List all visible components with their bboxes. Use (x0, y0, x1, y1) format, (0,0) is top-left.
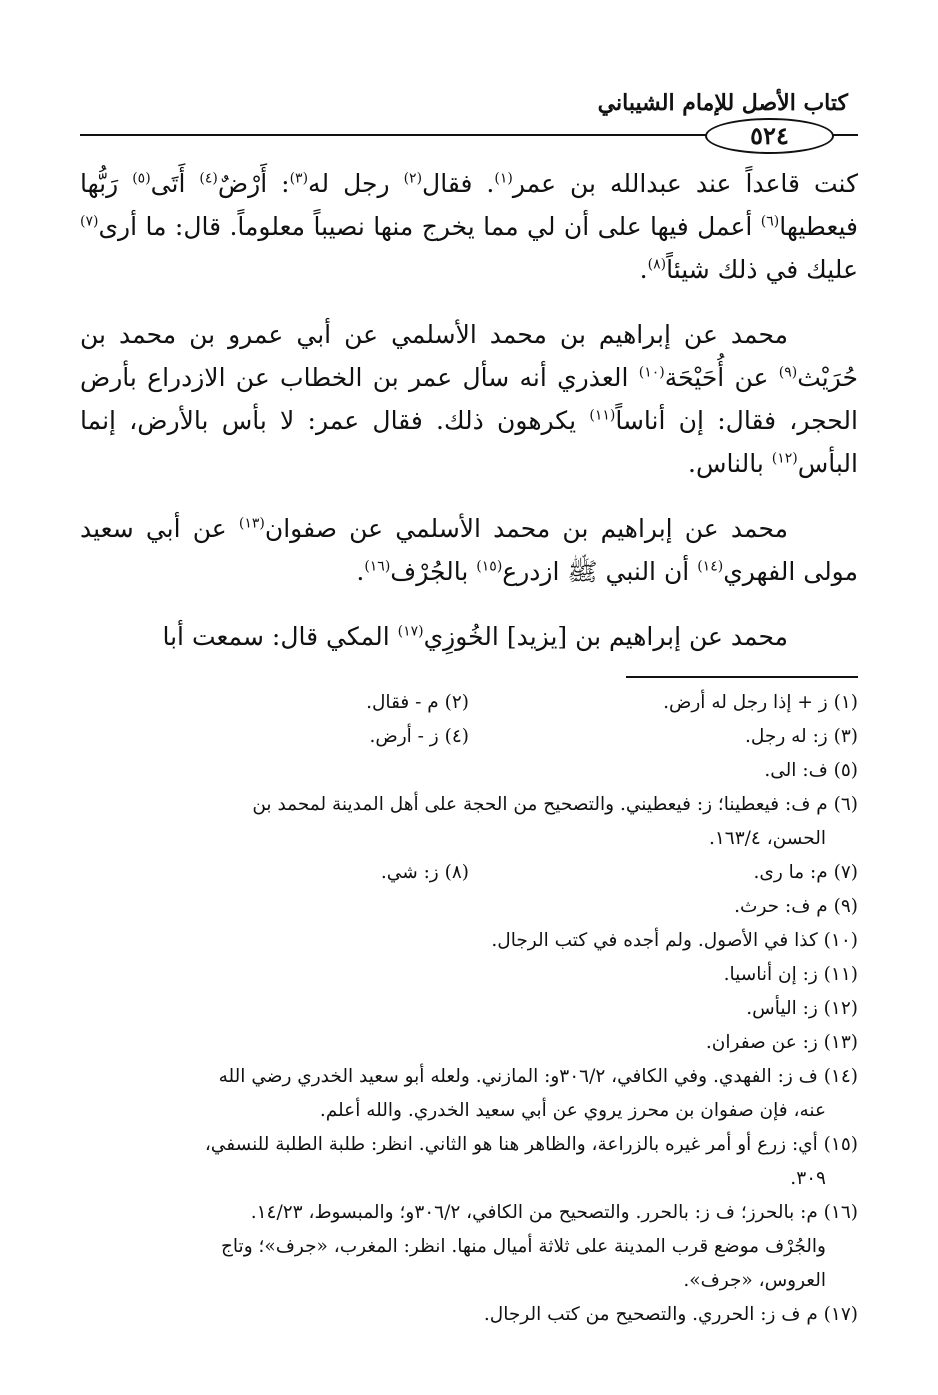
footnote-line: ٣٠٩. (790, 1168, 826, 1189)
paragraph-4 (80, 615, 858, 658)
footnote-line: (١٥) أي: زرع أو أمر غيره بالزراعة، والظاهر هنا هو الثاني. انظر: طلبة الطلبة للنسفي، (204, 1134, 858, 1155)
footnote-ref: (٧) (80, 213, 99, 230)
footnote-row (80, 890, 858, 924)
footnote-line: (٦) م ف: فيعطينا؛ ز: فيعطيني. والتصحيح من الحجة على أهل المدينة لمحمد بن (252, 794, 858, 815)
footnote-row (80, 788, 858, 856)
footnote-2: (٢) م - فقال. (366, 692, 469, 713)
footnote-13: (١٣) ز: عن صفران. (705, 1032, 858, 1053)
text-run: عن أُحَيْحَة (664, 363, 779, 392)
footnote-ref: (١٣) (238, 515, 265, 532)
footnote-7: (٧) م: ما رى. (753, 862, 858, 883)
paragraph-2 (80, 313, 858, 485)
footnote-5: (٥) ف: الى. (764, 760, 858, 781)
footnote-ref: (٥) (132, 170, 151, 187)
text-run: أن النبي ﷺ ازدرع (502, 557, 698, 586)
footnote-line: الحسن، ١٦٣/٤. (708, 828, 826, 849)
text-run: رَبُّها فيعطيها (80, 169, 858, 241)
footnote-ref: (٤) (199, 170, 218, 187)
footnote-8: (٨) ز: شي. (380, 862, 469, 883)
footnote-4: (٤) ز - أرض. (369, 726, 469, 747)
footnote-row (80, 1026, 858, 1060)
text-run: المكي قال: سمعت أبا (162, 622, 398, 651)
footnote-ref: (١٠) (638, 364, 665, 381)
text-run: رجل له (308, 169, 404, 198)
footnote-ref: (١) (494, 170, 513, 187)
paragraph-3 (80, 507, 858, 593)
page-number: ٥٢٤ (705, 118, 834, 154)
footnote-line: (١٤) ف ز: الفهدي. وفي الكافي، ٣٠٦/٢و: المازني. ولعله أبو سعيد الخدري رضي الله (218, 1066, 858, 1087)
main-text (80, 162, 858, 658)
footnote-ref: (١٢) (771, 450, 798, 467)
footnote-11: (١١) ز: إن أناسيا. (723, 964, 858, 985)
footnote-ref: (٢) (403, 170, 423, 187)
footnote-row (80, 924, 858, 958)
text-run: . (356, 557, 365, 586)
footnote-row (80, 958, 858, 992)
text-run: . فقال (422, 169, 495, 198)
footnote-row (80, 1128, 858, 1196)
footnote-row (80, 720, 858, 754)
footnote-row (80, 856, 858, 890)
text-run: أَتَى (150, 169, 200, 198)
footnote-line: والجُرْف موضع قرب المدينة على ثلاثة أميال منها. انظر: المغرب، «جرف»؛ وتاج (220, 1236, 826, 1257)
text-run: بالجُرْف (390, 557, 477, 586)
footnote-6 (80, 788, 858, 856)
text-run: محمد عن إبراهيم بن محمد الأسلمي عن صفوان (264, 514, 788, 543)
text-run: محمد عن إبراهيم بن محمد الأسلمي عن أبي عمرو بن محمد بن حُرَيْث (80, 320, 859, 392)
footnote-12: (١٢) ز: اليأس. (746, 998, 858, 1019)
footnote-line: العروس، «جرف». (683, 1270, 826, 1291)
text-run: العذري أنه سأل عمر بن الخطاب عن الازدراع بأرض الحجر، فقال: إن أناساً (80, 363, 858, 435)
footnote-row (80, 992, 858, 1026)
footnote-ref: (١٧) (397, 623, 424, 640)
text-run: بالناس. (688, 449, 772, 478)
footnotes (80, 686, 858, 1332)
footnote-ref: (٩) (778, 364, 798, 381)
footnote-9: (٩) م ف: حرث. (734, 896, 858, 917)
footnote-ref: (١٦) (364, 558, 391, 575)
footnote-row (80, 1298, 858, 1332)
footnote-16 (80, 1196, 858, 1298)
footnote-row (80, 686, 858, 720)
footnote-ref: (٣) (289, 170, 309, 187)
text-run: أعمل فيها على أن لي مما يخرج منها نصيباً معلوماً. قال: ما أرى (98, 212, 761, 241)
footnote-ref: (٦) (760, 213, 780, 230)
footnote-ref: (١٥) (476, 558, 503, 575)
text-run: يكرهون ذلك. فقال عمر: لا بأس بالأرض، إنما البأس (80, 406, 858, 478)
footnote-line: (١٦) م: بالحرز؛ ف ز: بالحرر. والتصحيح من الكافي، ٣٠٦/٢و؛ والمبسوط، ١٤/٢٣. (250, 1202, 858, 1223)
footnote-3: (٣) ز: له رجل. (745, 726, 858, 747)
text-run: : أَرْضٌ (217, 169, 290, 198)
footnote-row (80, 754, 858, 788)
footnote-ref: (١٤) (697, 558, 724, 575)
text-run: عن أبي سعيد مولى الفهري (80, 514, 858, 586)
footnote-separator (626, 676, 858, 678)
footnote-row (80, 1060, 858, 1128)
text-run: . (639, 255, 648, 284)
text-run: عليك في ذلك شيئاً (666, 255, 858, 284)
footnote-10: (١٠) كذا في الأصول. ولم أجده في كتب الرجال. (491, 930, 858, 951)
footnote-17: (١٧) م ف ز: الحرري. والتصحيح من كتب الرجال. (483, 1304, 858, 1325)
footnote-1: (١) ز + إذا رجل له أرض. (663, 692, 858, 713)
text-run: محمد عن إبراهيم بن [يزيد] الخُوزِي (423, 622, 788, 651)
footnote-ref: (١١) (589, 407, 616, 424)
footnote-14 (80, 1060, 858, 1128)
footnote-ref: (٨) (647, 256, 667, 273)
text-run: كنت قاعداً عند عبدالله بن عمر (512, 169, 859, 198)
running-header-title: كتاب الأصل للإمام الشيباني (597, 90, 848, 116)
footnote-line: عنه، فإن صفوان بن محرز يروي عن أبي سعيد الخدري. والله أعلم. (319, 1100, 826, 1121)
paragraph-1 (80, 162, 858, 291)
footnote-row (80, 1196, 858, 1298)
footnote-15 (80, 1128, 858, 1196)
